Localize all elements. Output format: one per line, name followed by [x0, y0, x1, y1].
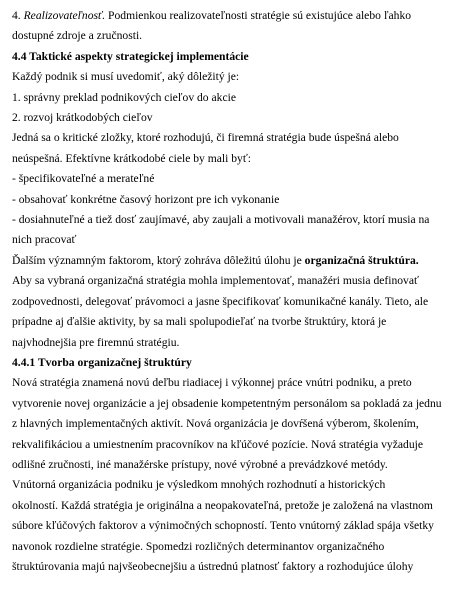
- list-item: - dosiahnuteľné a tiež dosť zaujímavé, aby zaujali a motivovali manažérov, ktorí musia na: [12, 213, 430, 227]
- list-item: 2. rozvoj krátkodobých cieľov: [12, 111, 153, 125]
- text-line: Jedná sa o kritické zložky, ktoré rozhodujú, či firemná stratégia bude úspešná alebo: [12, 131, 399, 145]
- text-line: z hlavných implementačných aktivít. Nová organizácia je dovŕšená výberom, školením,: [12, 417, 419, 431]
- text-line: odlišné zručnosti, iné manažérske prístupy, nové výrobné a prevádzkové metódy.: [12, 457, 388, 471]
- text-line: vytvorenie novej organizácie a jej obsadenie kompetentným personálom sa pokladá za jednu: [12, 396, 442, 410]
- section-heading: 4.4 Taktické aspekty strategickej implementácie: [12, 49, 249, 63]
- text-line: neúspešná. Efektívne krátkodobé ciele by mali byť:: [12, 151, 252, 165]
- text-line: navonok rozdielne stratégie. Spomedzi rozličných determinantov organizačného: [12, 539, 385, 553]
- text-line: 4. Realizovateľnosť. Podmienkou realizovateľnosti stratégie sú existujúce alebo ľahko: [12, 9, 412, 22]
- text-line: Ďalším významným faktorom, ktorý zohráva dôležitú úlohu je organizačná štruktúra.: [12, 253, 419, 267]
- text-line: Každý podnik si musí uvedomiť, aký dôležitý je:: [12, 70, 240, 84]
- text-line: nich pracovať: [12, 233, 77, 247]
- text-line: zodpovednosti, delegovať právomoci a jasne špecifikovať komunikačné kanály. Tieto, ale: [12, 294, 429, 308]
- text-line: súbore kľúčových faktorov a výnimočných schopností. Tento vnútorný základ spája všetky: [12, 519, 434, 533]
- text-line: Nová stratégia znamená novú deľbu riadiacej i výkonnej práce vnútri podniku, a preto: [12, 376, 412, 390]
- term-realizovatelnost: Realizovateľnosť.: [23, 9, 106, 22]
- text-line: rekvalifikáciou a umiestnením pracovníkov na kľúčové pozície. Nová stratégia vyžaduje: [12, 437, 423, 451]
- subsection-heading: 4.4.1 Tvorba organizačnej štruktúry: [12, 355, 192, 369]
- list-item: - špecifikovateľné a merateľné: [12, 172, 155, 186]
- term-organizacna-struktura: organizačná štruktúra.: [304, 253, 419, 267]
- text-line: najvhodnejšia pre firemnú stratégiu.: [12, 335, 180, 349]
- text-line: Aby sa vybraná organizačná stratégia mohla implementovať, manažéri musia definovať: [12, 274, 419, 288]
- text-line: dostupné zdroje a zručnosti.: [12, 29, 143, 43]
- text-line: štruktúrovania majú najvšeobecnejšiu a ústrednú platnosť faktory a rozhodujúce úlohy: [12, 559, 414, 573]
- list-item: - obsahovať konkrétne časový horizont pre ich vykonanie: [12, 192, 280, 206]
- text-line: prípadne aj ďalšie aktivity, by sa mali spolupodieľať na tvorbe štruktúry, ktorá je: [12, 315, 387, 329]
- text-line: okolností. Každá stratégia je originálna a neopakovateľná, pretože je založená na vlastnom: [12, 498, 433, 512]
- text-line: Vnútorná organizácia podniku je výsledkom mnohých rozhodnutí a historických: [12, 478, 386, 492]
- list-item: 1. správny preklad podnikových cieľov do akcie: [12, 90, 236, 104]
